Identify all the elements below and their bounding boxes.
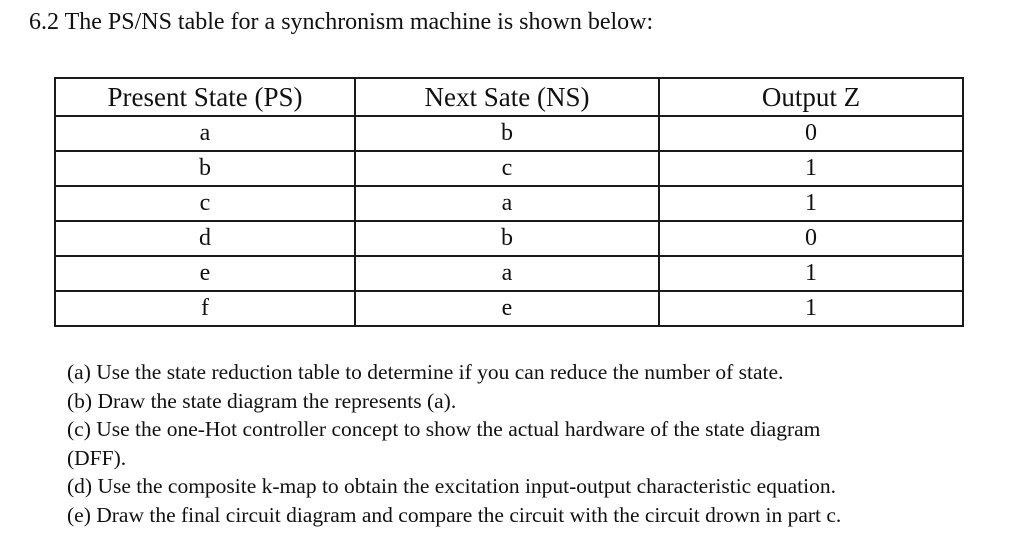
table-header-row	[55, 78, 963, 116]
table-row	[55, 186, 963, 221]
cell-output: 1	[659, 151, 963, 186]
table-row	[55, 256, 963, 291]
cell-output: 1	[659, 186, 963, 221]
cell-output: 0	[659, 221, 963, 256]
cell-output: 1	[659, 256, 963, 291]
cell-next-state: b	[355, 221, 659, 256]
table-row	[55, 291, 963, 326]
header-next-state: Next Sate (NS)	[355, 78, 659, 116]
table-row	[55, 151, 963, 186]
cell-present-state: d	[55, 221, 355, 256]
cell-next-state: b	[355, 116, 659, 151]
header-present-state: Present State (PS)	[55, 78, 355, 116]
question-a: (a) Use the state reduction table to determine if you can reduce the number of state.	[67, 360, 784, 384]
cell-present-state: b	[55, 151, 355, 186]
table-row	[55, 116, 963, 151]
cell-next-state: e	[355, 291, 659, 326]
question-b: (b) Draw the state diagram the represents (a).	[67, 388, 457, 413]
question-c: (c) Use the one-Hot controller concept to show the actual hardware of the state diagram	[67, 417, 821, 441]
question-c-continued: (DFF).	[67, 445, 127, 470]
cell-present-state: e	[55, 256, 355, 291]
cell-next-state: c	[355, 151, 659, 186]
cell-present-state: a	[55, 116, 355, 151]
cell-next-state: a	[355, 186, 659, 221]
cell-output: 1	[659, 291, 963, 326]
question-list	[67, 358, 841, 529]
question-d: (d) Use the composite k-map to obtain the excitation input-output characteristic equation.	[67, 474, 836, 498]
cell-output: 0	[659, 116, 963, 151]
question-e: (e) Draw the final circuit diagram and compare the circuit with the circuit drown in part c.	[67, 502, 842, 527]
problem-title: 6.2 The PS/NS table for a synchronism machine is shown below:	[29, 9, 654, 35]
ps-ns-table	[54, 77, 964, 327]
cell-next-state: a	[355, 256, 659, 291]
cell-present-state: f	[55, 291, 355, 326]
table-row	[55, 221, 963, 256]
header-output-z: Output Z	[659, 78, 963, 116]
cell-present-state: c	[55, 186, 355, 221]
